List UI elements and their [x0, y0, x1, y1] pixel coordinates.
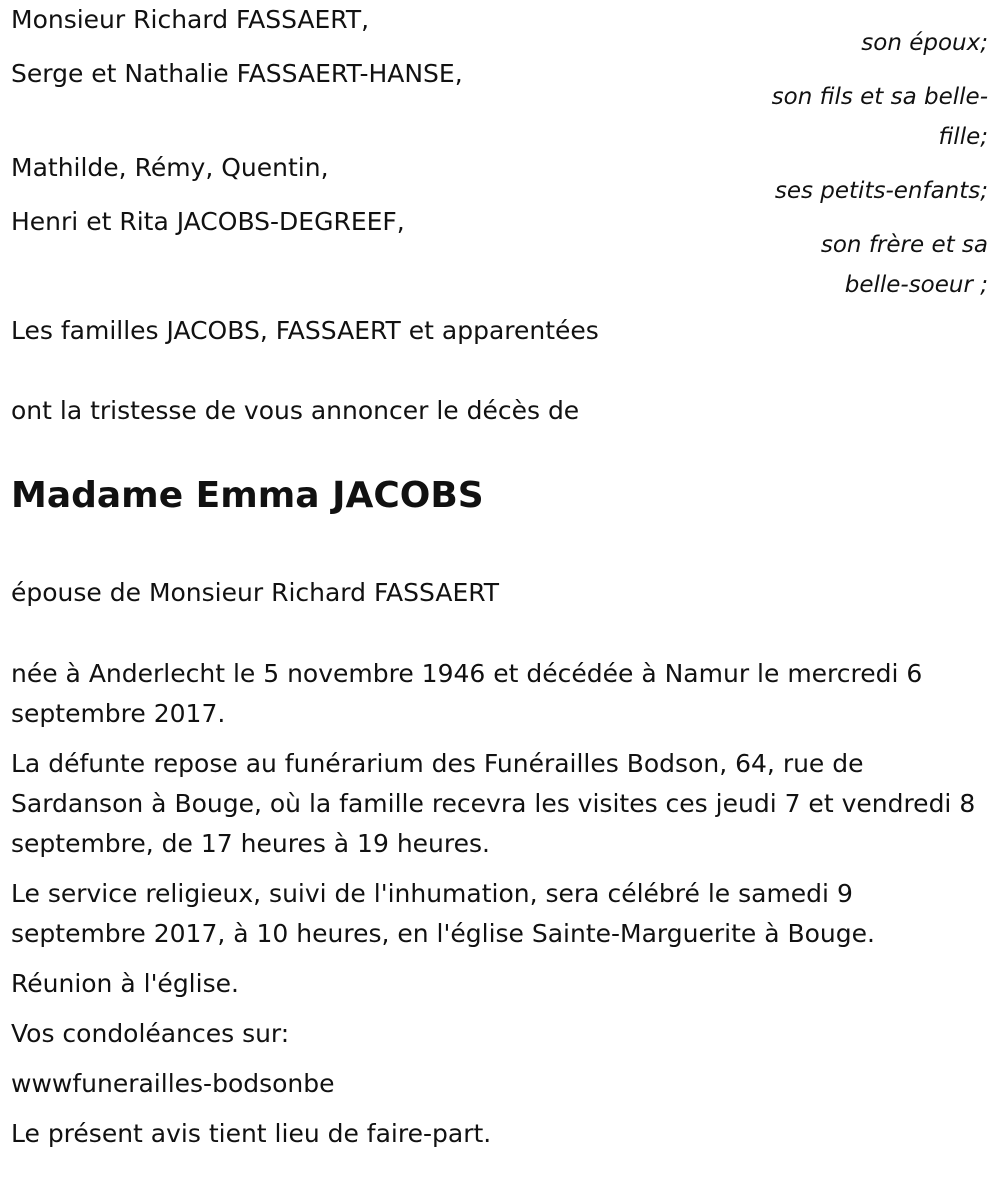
extended-families-line: Les familles JACOBS, FASSAERT et apparentées: [11, 316, 599, 345]
funerarium-paragraph: La défunte repose au funérarium des Funérailles Bodson, 64, rue de Sardanson à Bouge, où la famille recevra les visites ces jeudi 7 et vendredi 8 septembre, de 17 heures à 19 heures.: [11, 749, 976, 858]
family-member-name: Henri et Rita JACOBS-DEGREEF,: [11, 207, 405, 236]
family-member-name: Mathilde, Rémy, Quentin,: [11, 153, 329, 182]
birth-death-paragraph: née à Anderlecht le 5 novembre 1946 et décédée à Namur le mercredi 6 septembre 2017.: [11, 659, 923, 728]
family-member-role: son fils et sa belle-fille;: [771, 84, 988, 150]
family-member-name: Monsieur Richard FASSAERT,: [11, 5, 370, 34]
spouse-line: épouse de Monsieur Richard FASSAERT: [11, 578, 500, 607]
closing-note: Le présent avis tient lieu de faire-part.: [11, 1119, 492, 1148]
reunion-paragraph: Réunion à l'église.: [11, 969, 239, 998]
family-member-role: son époux;: [861, 30, 988, 56]
family-member-name: Serge et Nathalie FASSAERT-HANSE,: [11, 59, 463, 88]
deceased-name: Madame Emma JACOBS: [11, 475, 484, 516]
announcement-line: ont la tristesse de vous annoncer le décès de: [11, 396, 580, 425]
family-member-role: ses petits-enfants;: [774, 178, 988, 204]
condolences-label: Vos condoléances sur:: [11, 1019, 290, 1048]
family-member-role: son frère et sa belle-soeur ;: [820, 232, 988, 298]
family-entry-son: [11, 54, 989, 157]
family-entry-brother: [11, 202, 989, 305]
condolences-website: wwwfunerailles-bodsonbe: [11, 1069, 335, 1098]
service-paragraph: Le service religieux, suivi de l'inhumation, sera célébré le samedi 9 septembre 2017, à 10 heures, en l'église Sainte-Marguerite à Bouge.: [11, 879, 875, 948]
family-list: [11, 0, 989, 305]
